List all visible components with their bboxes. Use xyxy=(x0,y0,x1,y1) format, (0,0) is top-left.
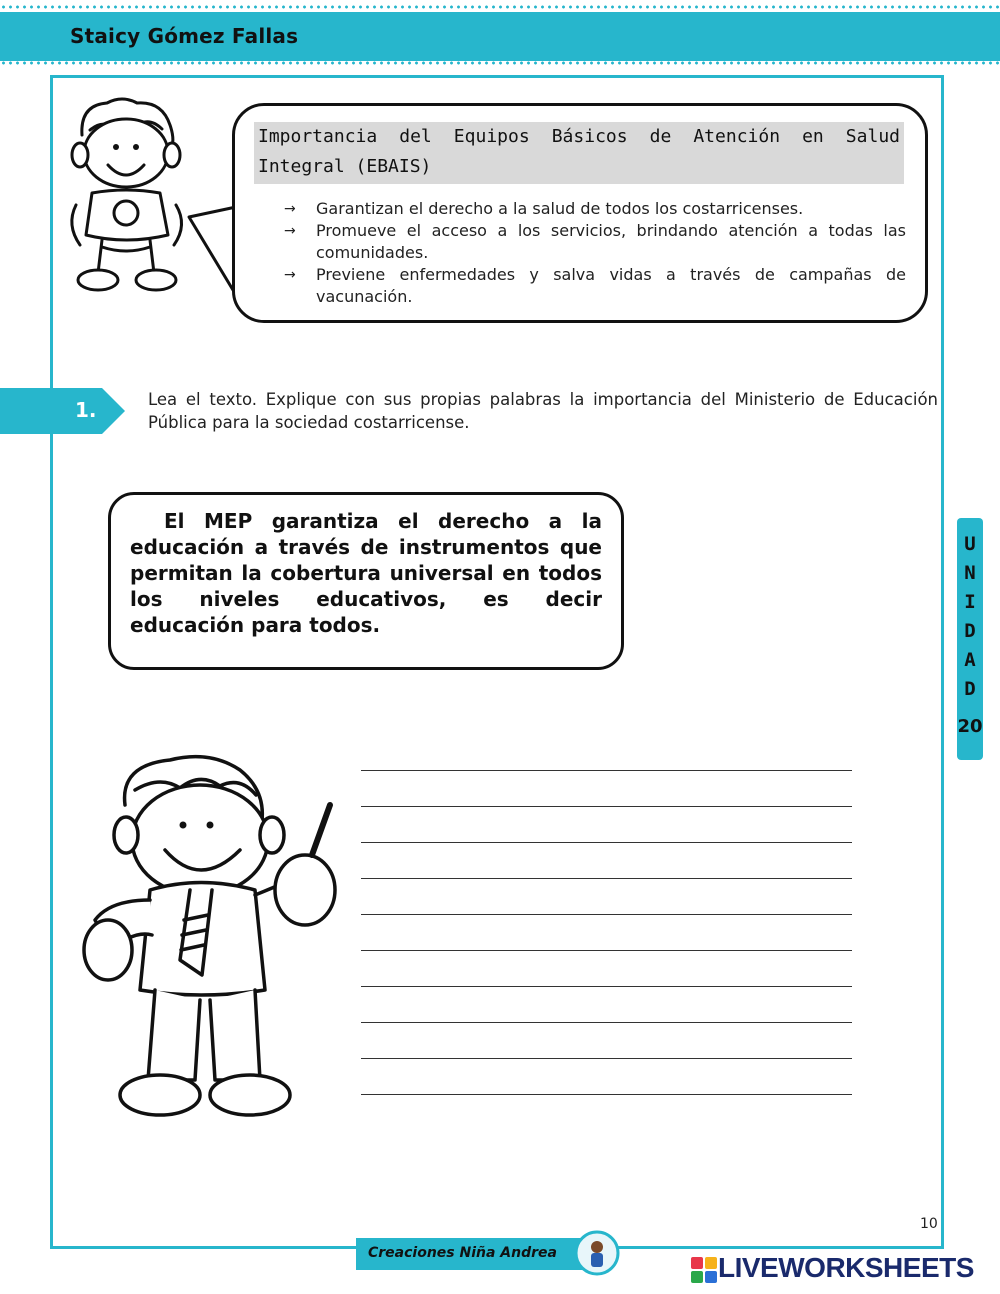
question-instruction: Lea el texto. Explique con sus propias palabras la importancia del Ministerio de Educación Pública para la sociedad costarricense. xyxy=(148,390,938,432)
writing-line[interactable] xyxy=(361,878,852,879)
unit-letter: N xyxy=(964,562,976,584)
unit-label xyxy=(957,530,983,704)
creator-logo-icon xyxy=(574,1230,620,1276)
writing-line[interactable] xyxy=(361,842,852,843)
boy-character-illustration xyxy=(62,95,192,305)
writing-line[interactable] xyxy=(361,914,852,915)
writing-line[interactable] xyxy=(361,1058,852,1059)
header-dotted-border-top xyxy=(0,4,1000,10)
footer-credit: Creaciones Niña Andrea xyxy=(368,1245,557,1261)
liveworksheets-logo-icon xyxy=(690,1256,718,1284)
info-item-text: Promueve el acceso a los servicios, brindando atención a todas las comunidades. xyxy=(316,221,906,262)
boy-with-pointer-illustration xyxy=(80,750,350,1140)
writing-line[interactable] xyxy=(361,1022,852,1023)
writing-line[interactable] xyxy=(361,1094,852,1095)
unit-letter: A xyxy=(964,649,976,671)
question-number: 1. xyxy=(75,398,97,422)
liveworksheets-watermark: LIVEWORKSHEETS xyxy=(718,1252,974,1283)
unit-letter: I xyxy=(964,591,976,613)
arrow-icon: → xyxy=(284,201,296,217)
info-list-item xyxy=(284,198,906,220)
writing-line[interactable] xyxy=(361,806,852,807)
unit-number: 20 xyxy=(957,716,983,737)
unit-letter: D xyxy=(964,678,976,700)
header-dotted-border-bottom xyxy=(0,60,1000,66)
page-number: 10 xyxy=(920,1216,938,1232)
info-list-item xyxy=(284,220,906,264)
writing-line[interactable] xyxy=(361,986,852,987)
info-list-item xyxy=(284,264,906,308)
arrow-icon: → xyxy=(284,223,296,239)
unit-letter: U xyxy=(964,533,976,555)
student-name: Staicy Gómez Fallas xyxy=(70,24,299,48)
info-box-title: Importancia del Equipos Básicos de Atención en Salud Integral (EBAIS) xyxy=(254,122,904,184)
writing-line[interactable] xyxy=(361,770,852,771)
unit-letter: D xyxy=(964,620,976,642)
info-list xyxy=(284,198,906,308)
info-item-text: Garantizan el derecho a la salud de todos los costarricenses. xyxy=(316,199,804,218)
info-item-text: Previene enfermedades y salva vidas a través de campañas de vacunación. xyxy=(316,265,906,306)
answer-text[interactable]: El MEP garantiza el derecho a la educación a través de instrumentos que permitan la cobertura universal en todos los niveles educativos, es decir educación para todos. xyxy=(130,509,602,637)
bubble-tail-mask xyxy=(236,205,246,295)
writing-line[interactable] xyxy=(361,950,852,951)
question-number-tab xyxy=(0,388,125,434)
arrow-icon: → xyxy=(284,267,296,283)
